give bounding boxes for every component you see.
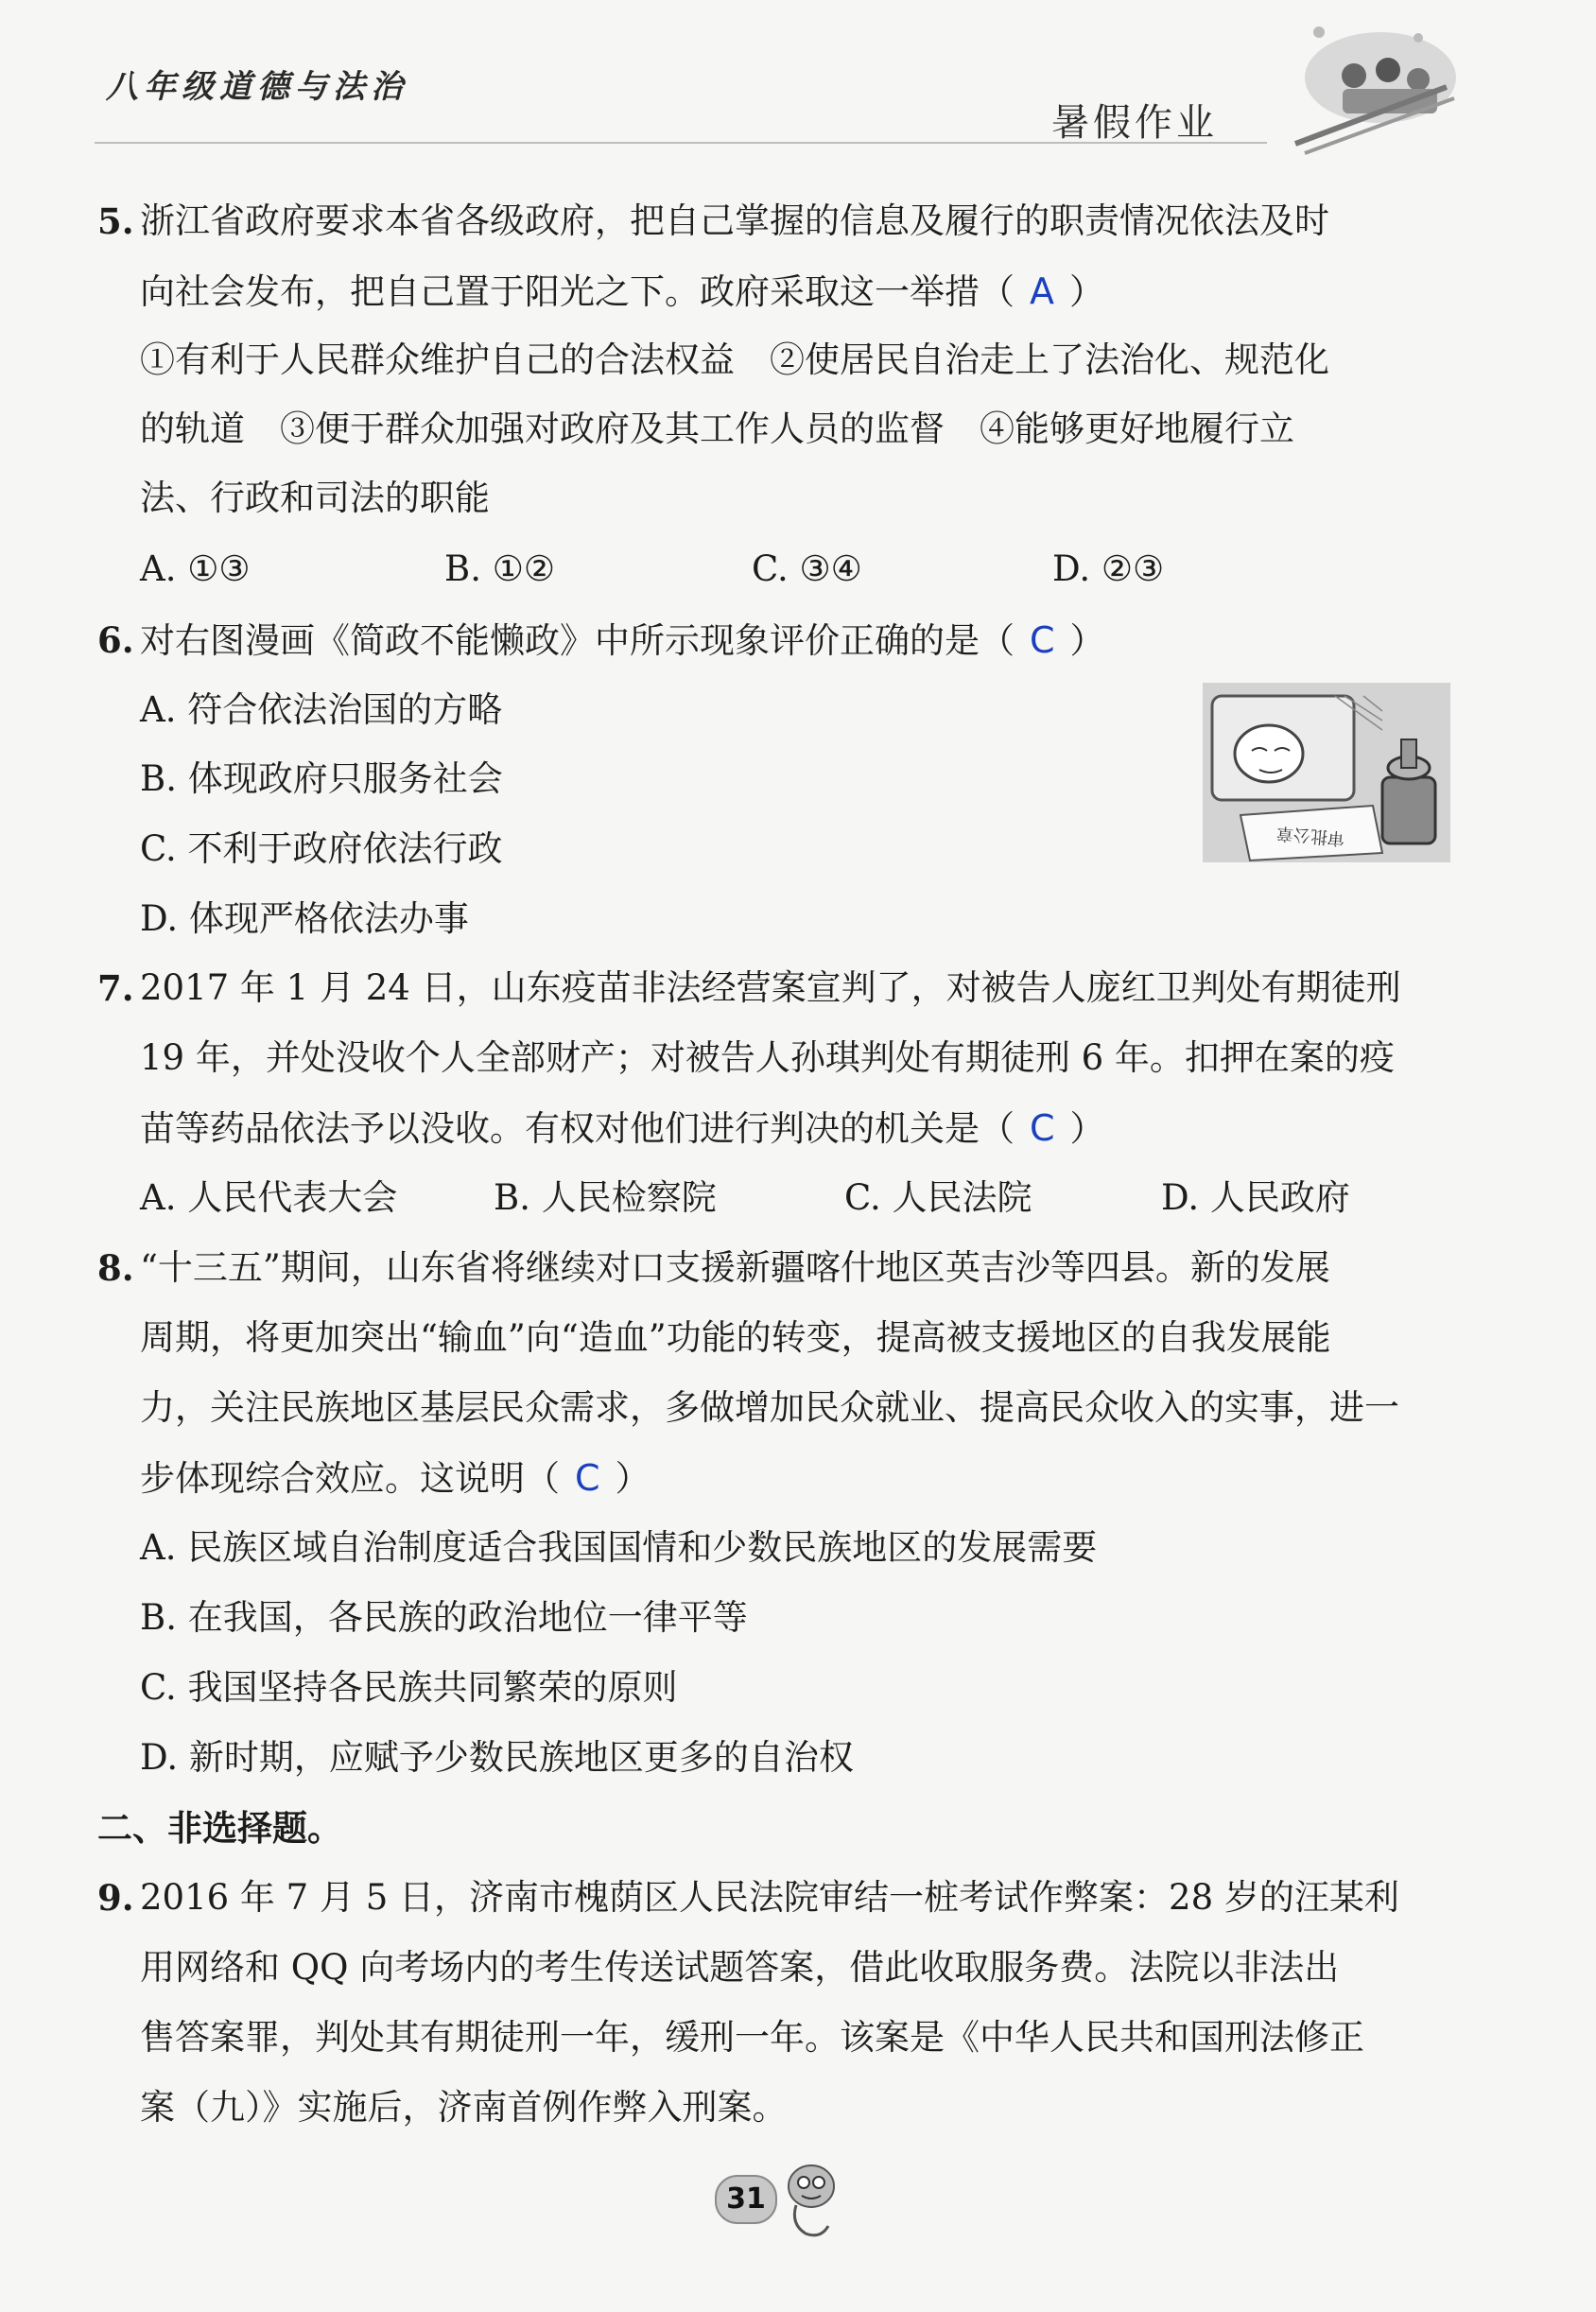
question-6-paren-close: ） xyxy=(1069,620,1105,661)
question-7-option-c: C. 人民法院 xyxy=(844,1177,1032,1218)
question-5-option-b: B. ①② xyxy=(444,548,556,589)
header-subject-title: 八年级道德与法治 xyxy=(106,68,408,106)
question-6-option-a: A. 符合依法治国的方略 xyxy=(140,689,503,730)
question-5-answer: A xyxy=(1030,270,1054,312)
question-8-number: 8. xyxy=(97,1247,134,1289)
question-8-stem-line-3: 力，关注民族地区基层民众需求，多做增加民众就业、提高民众收入的实事，进一 xyxy=(140,1387,1399,1428)
question-6-option-b: B. 体现政府只服务社会 xyxy=(140,758,503,799)
page-number: 31 xyxy=(715,2175,777,2224)
question-5-stem-line-2 xyxy=(140,269,1464,315)
question-8-option-a: A. 民族区域自治制度适合我国国情和少数民族地区的发展需要 xyxy=(140,1527,1098,1568)
question-6-option-c: C. 不利于政府依法行政 xyxy=(140,828,503,869)
mascot-icon xyxy=(777,2158,843,2243)
question-9-stem-line-1: 2016 年 7 月 5 日，济南市槐荫区人民法院审结一桩考试作弊案：28 岁的汪某利 xyxy=(140,1877,1399,1918)
question-7-stem-line-1: 2017 年 1 月 24 日，山东疫苗非法经营案宣判了，对被告人庞红卫判处有期徒刑 xyxy=(140,967,1401,1008)
question-5-paren-close: ） xyxy=(1069,271,1104,312)
question-9-stem-line-4: 案（九）》实施后，济南首例作弊入刑案。 xyxy=(140,2087,788,2128)
question-8-stem-line-4 xyxy=(140,1455,1464,1502)
question-9-number: 9. xyxy=(97,1877,134,1919)
question-8-option-c: C. 我国坚持各民族共同繁荣的原则 xyxy=(140,1667,678,1708)
question-7-option-b: B. 人民检察院 xyxy=(494,1177,717,1218)
question-5-stem-text: 向社会发布，把自己置于阳光之下。政府采取这一举措（ xyxy=(140,271,1015,312)
question-7-answer: C xyxy=(1030,1107,1055,1149)
question-8-stem-line-2: 周期，将更加突出“输血”向“造血”功能的转变，提高被支援地区的自我发展能 xyxy=(140,1317,1331,1358)
question-7-paren-close: ） xyxy=(1069,1108,1105,1149)
question-5-statement-line-3: 法、行政和司法的职能 xyxy=(140,478,490,518)
question-8-answer: C xyxy=(575,1457,600,1499)
question-6-answer: C xyxy=(1030,619,1055,661)
question-8-paren-close: ） xyxy=(615,1458,651,1499)
question-5-option-a: A. ①③ xyxy=(140,548,251,589)
question-5-option-d: D. ②③ xyxy=(1052,548,1165,589)
question-5-statement-line-1: ①有利于人民群众维护自己的合法权益 ②使居民自治走上了法治化、规范化 xyxy=(140,339,1329,380)
page-number-badge xyxy=(711,2158,853,2243)
question-6-option-d: D. 体现严格依法办事 xyxy=(140,898,469,939)
question-6-stem-text: 对右图漫画《简政不能懒政》中所示现象评价正确的是（ xyxy=(140,620,1015,661)
question-5-number: 5. xyxy=(97,200,134,242)
section-heading-non-choice: 二、非选择题。 xyxy=(97,1807,342,1849)
question-9-stem-line-3: 售答案罪，判处其有期徒刑一年，缓刑一年。该案是《中华人民共和国刑法修正 xyxy=(140,2017,1364,2058)
question-8-option-d: D. 新时期，应赋予少数民族地区更多的自治权 xyxy=(140,1737,854,1778)
question-9-stem-line-2: 用网络和 QQ 向考场内的考生传送试题答案，借此收取服务费。法院以非法出 xyxy=(140,1947,1340,1988)
question-6-stem xyxy=(140,617,1464,664)
question-7-option-a: A. 人民代表大会 xyxy=(140,1177,398,1218)
question-7-number: 7. xyxy=(97,967,134,1009)
question-8-stem-line-1: “十三五”期间，山东省将继续对口支援新疆喀什地区英吉沙等四县。新的发展 xyxy=(140,1247,1330,1288)
question-7-option-d: D. 人民政府 xyxy=(1161,1177,1350,1218)
question-5-statement-line-2: 的轨道 ③便于群众加强对政府及其工作人员的监督 ④能够更好地履行立 xyxy=(140,409,1294,449)
lazy-government-cartoon xyxy=(1203,683,1450,862)
question-7-stem-line-3 xyxy=(140,1105,1464,1152)
question-8-stem-text: 步体现综合效应。这说明（ xyxy=(140,1458,560,1499)
question-8-option-b: B. 在我国，各民族的政治地位一律平等 xyxy=(140,1597,748,1638)
header-divider xyxy=(95,142,1267,144)
question-7-stem-line-2: 19 年，并处没收个人全部财产；对被告人孙琪判处有期徒刑 6 年。扣押在案的疫 xyxy=(140,1037,1395,1078)
header-kids-illustration xyxy=(1267,21,1456,163)
question-6-number: 6. xyxy=(97,619,134,661)
question-5-stem-line-1: 浙江省政府要求本省各级政府，把自己掌握的信息及履行的职责情况依法及时 xyxy=(140,200,1329,241)
question-7-stem-text: 苗等药品依法予以没收。有权对他们进行判决的机关是（ xyxy=(140,1108,1015,1149)
header-book-title: 暑假作业 xyxy=(1051,101,1218,145)
cartoon-stamp-label: 审批公章 xyxy=(1275,822,1345,849)
question-5-option-c: C. ③④ xyxy=(752,548,862,589)
